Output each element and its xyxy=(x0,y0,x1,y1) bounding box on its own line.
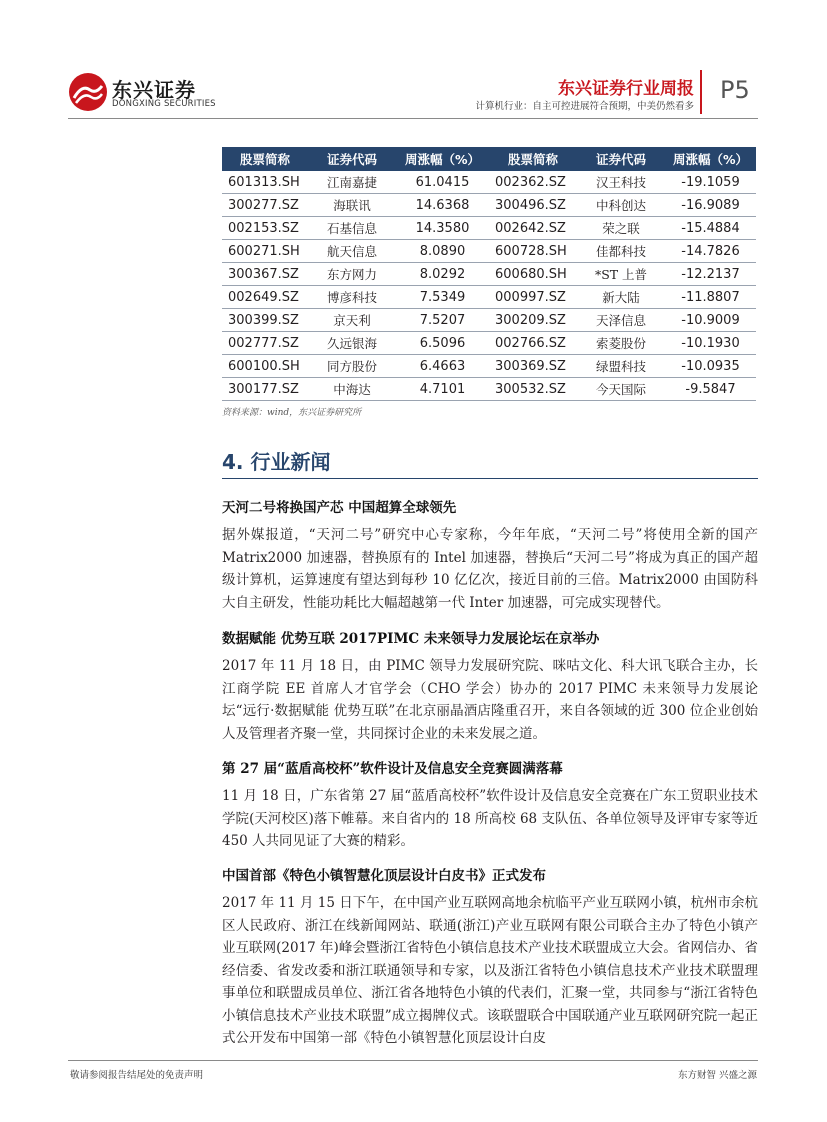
table-cell: 61.0415 xyxy=(396,171,489,194)
news-title: 中国首部《特色小镇智慧化顶层设计白皮书》正式发布 xyxy=(222,868,546,884)
table-cell: -12.2137 xyxy=(665,263,756,286)
page-number: P5 xyxy=(720,76,750,104)
table-cell: -11.8807 xyxy=(665,286,756,309)
table-cell: 6.5096 xyxy=(396,332,489,355)
table-cell: 4.7101 xyxy=(396,378,489,401)
table-cell: 6.4663 xyxy=(396,355,489,378)
table-cell: 绿盟科技 xyxy=(577,355,665,378)
table-cell: 7.5349 xyxy=(396,286,489,309)
table-cell: 601313.SH xyxy=(222,171,308,194)
footer-disclaimer: 敬请参阅报告结尾处的免责声明 xyxy=(70,1070,204,1081)
news-title: 第 27 届“蓝盾高校杯”软件设计及信息安全竞赛圆满落幕 xyxy=(222,761,563,777)
table-row xyxy=(222,355,756,378)
table-cell: -9.5847 xyxy=(665,378,756,401)
table-header-cell: 周涨幅（%） xyxy=(665,147,756,171)
table-cell: 300369.SZ xyxy=(489,355,577,378)
table-cell: -16.9089 xyxy=(665,194,756,217)
table-cell: 300532.SZ xyxy=(489,378,577,401)
footer-rule xyxy=(68,1060,758,1061)
table-cell: 东方网力 xyxy=(308,263,396,286)
table-cell: 300496.SZ xyxy=(489,194,577,217)
table-cell: 石基信息 xyxy=(308,217,396,240)
table-cell: -19.1059 xyxy=(665,171,756,194)
weekly-gain-table xyxy=(222,147,756,401)
table-cell: 600680.SH xyxy=(489,263,577,286)
table-cell: 海联讯 xyxy=(308,194,396,217)
table-cell: 今天国际 xyxy=(577,378,665,401)
table-cell: 京天利 xyxy=(308,309,396,332)
header-divider xyxy=(700,70,702,114)
table-header-cell: 股票简称 xyxy=(222,147,308,171)
news-body: 2017 年 11 月 15 日下午，在中国产业互联网高地余杭临平产业互联网小镇，杭州市余杭区人民政府、浙江在线新闻网站、联通(浙江)产业互联网有限公司联合主办了特色小镇产业互联网(2017 年)峰会暨浙江省特色小镇信息技术产业技术联盟成立大会。省网信办、省经信委、省发改委和浙江联通领导和专家，以及浙江省特色小镇信息技术产业技术联盟理事单位和联盟成员单位、浙江省各地特色小镇的代表们，汇聚一堂，共同参与“浙江省特色小镇信息技术产业技术联盟”成立揭牌仪式。该联盟联合中国联通产业互联网研究院一起正式公开发布中国第一部《特色小镇智慧化顶层设计白皮 xyxy=(222,895,758,1046)
table-cell: -10.1930 xyxy=(665,332,756,355)
brand-name-en: DONGXING SECURITIES xyxy=(112,99,216,109)
table-cell: 佳都科技 xyxy=(577,240,665,263)
table-cell: 中科创达 xyxy=(577,194,665,217)
table-cell: 中海达 xyxy=(308,378,396,401)
footer-slogan: 东方财智 兴盛之源 xyxy=(677,1070,757,1081)
news-title: 数据赋能 优势互联 2017PIMC 未来领导力发展论坛在京举办 xyxy=(222,631,600,647)
table-row xyxy=(222,286,756,309)
table-row xyxy=(222,217,756,240)
table-cell: 300277.SZ xyxy=(222,194,308,217)
table-cell: 300209.SZ xyxy=(489,309,577,332)
table-cell: 新大陆 xyxy=(577,286,665,309)
table-row xyxy=(222,332,756,355)
table-cell: -10.9009 xyxy=(665,309,756,332)
table-cell: 航天信息 xyxy=(308,240,396,263)
table-cell: -15.4884 xyxy=(665,217,756,240)
news-body: 11 月 18 日，广东省第 27 届“蓝盾高校杯”软件设计及信息安全竞赛在广东工贸职业技术学院(天河校区)落下帷幕。来自省内的 18 所高校 68 支队伍、各单位领导及评审专家等近 450 人共同见证了大赛的精彩。 xyxy=(222,788,758,849)
table-cell: 002777.SZ xyxy=(222,332,308,355)
table-header-cell: 股票简称 xyxy=(489,147,577,171)
table-header-cell: 证券代码 xyxy=(308,147,396,171)
table-cell: 002766.SZ xyxy=(489,332,577,355)
table-cell: -14.7826 xyxy=(665,240,756,263)
table-header-row xyxy=(222,147,756,171)
table-cell: 000997.SZ xyxy=(489,286,577,309)
table-row xyxy=(222,263,756,286)
table-cell: 002649.SZ xyxy=(222,286,308,309)
report-subtitle: 计算机行业：自主可控进展符合预期，中美仍然看多 xyxy=(475,101,694,112)
table-cell: 江南嘉捷 xyxy=(308,171,396,194)
table-cell: 14.3580 xyxy=(396,217,489,240)
header-rule xyxy=(68,118,758,119)
table-cell: 汉王科技 xyxy=(577,171,665,194)
table-cell: 600728.SH xyxy=(489,240,577,263)
table-cell: *ST 上普 xyxy=(577,263,665,286)
section-title: 4. 行业新闻 xyxy=(222,450,331,474)
table-row xyxy=(222,378,756,401)
table-cell: 002642.SZ xyxy=(489,217,577,240)
table-cell: 久远银海 xyxy=(308,332,396,355)
table-cell: 300177.SZ xyxy=(222,378,308,401)
table-row xyxy=(222,194,756,217)
report-title: 东兴证券行业周报 xyxy=(558,79,694,99)
news-title: 天河二号将换国产芯 中国超算全球领先 xyxy=(222,500,457,516)
table-cell: 8.0890 xyxy=(396,240,489,263)
table-cell: 14.6368 xyxy=(396,194,489,217)
table-cell: 300367.SZ xyxy=(222,263,308,286)
table-cell: 索菱股份 xyxy=(577,332,665,355)
table-row xyxy=(222,171,756,194)
table-cell: 600271.SH xyxy=(222,240,308,263)
table-cell: 博彦科技 xyxy=(308,286,396,309)
table-source-note: 资料来源：wind，东兴证券研究所 xyxy=(222,408,362,418)
table-cell: 300399.SZ xyxy=(222,309,308,332)
news-body: 2017 年 11 月 18 日，由 PIMC 领导力发展研究院、咪咕文化、科大讯飞联合主办，长江商学院 EE 首席人才官学会（CHO 学会）协办的 2017 PIMC 未来领导力发展论坛“远行·数据赋能 优势互联”在北京丽晶酒店隆重召开，来自各领域的近 300 位企业创始人及管理者齐聚一堂，共同探讨企业的未来发展之道。 xyxy=(222,658,758,742)
news-body: 据外媒报道，“天河二号”研究中心专家称，今年年底，“天河二号”将使用全新的国产 Matrix2000 加速器，替换原有的 Intel 加速器，替换后“天河二号”将成为真正的国产超级计算机，运算速度有望达到每秒 10 亿亿次，接近目前的三倍。Matrix2000 由国防科大自主研发，性能功耗比大幅超越第一代 Inter 加速器，可完成实现替代。 xyxy=(222,527,758,611)
table-row xyxy=(222,240,756,263)
table-cell: 荣之联 xyxy=(577,217,665,240)
table-header-cell: 证券代码 xyxy=(577,147,665,171)
table-cell: 天泽信息 xyxy=(577,309,665,332)
table-cell: 7.5207 xyxy=(396,309,489,332)
brand-name-cn: 东兴证券 xyxy=(112,78,196,102)
table-cell: -10.0935 xyxy=(665,355,756,378)
table-cell: 600100.SH xyxy=(222,355,308,378)
table-cell: 同方股份 xyxy=(308,355,396,378)
table-cell: 8.0292 xyxy=(396,263,489,286)
table-cell: 002153.SZ xyxy=(222,217,308,240)
section-rule xyxy=(222,478,758,479)
table-cell: 002362.SZ xyxy=(489,171,577,194)
table-row xyxy=(222,309,756,332)
table-header-cell: 周涨幅（%） xyxy=(396,147,489,171)
dongxing-logo-icon xyxy=(68,72,108,112)
